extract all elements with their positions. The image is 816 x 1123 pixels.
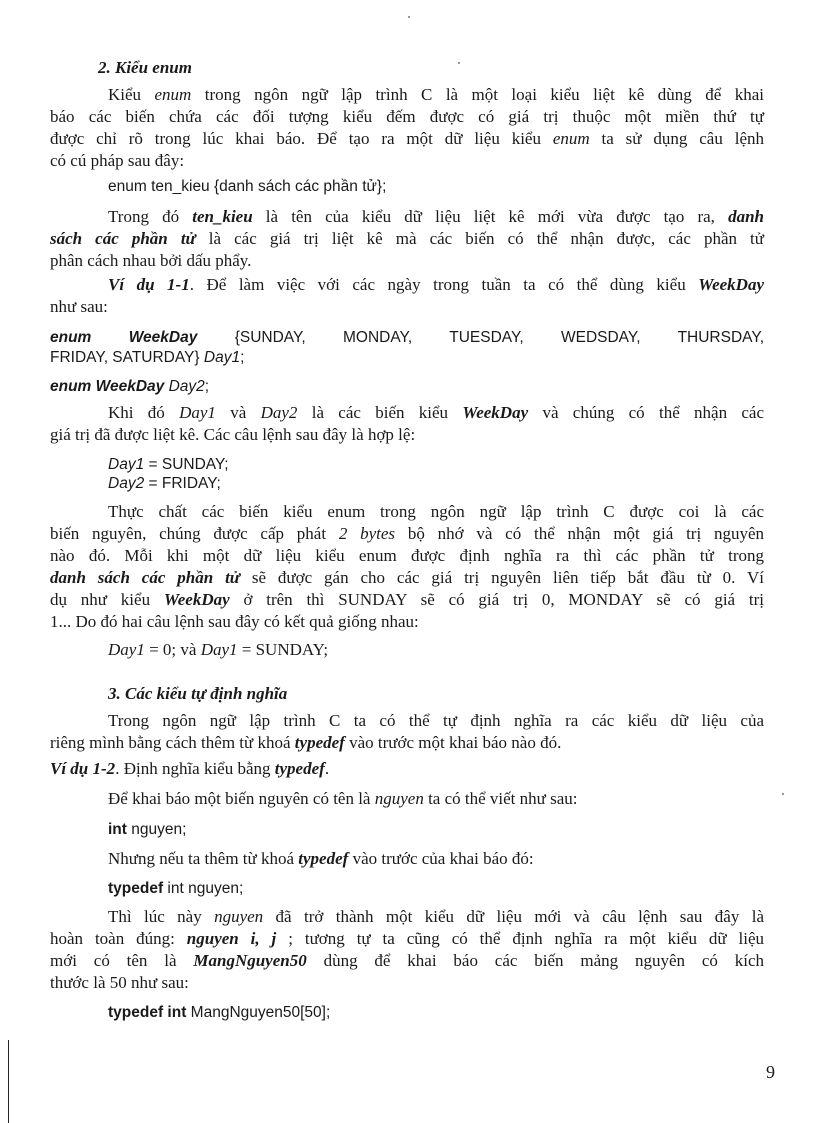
paragraph-line: Để khai báo một biến nguyên có tên là nguyen ta có thể viết như sau: — [108, 789, 578, 808]
scan-speck — [458, 62, 460, 64]
paragraph-line: riêng mình bằng cách thêm từ khoá typedef vào trước một khai báo nào đó. — [50, 733, 562, 752]
paragraph-line: dụ như kiểu WeekDay ở trên thì SUNDAY sẽ có giá trị 0, MONDAY sẽ có giá trị — [50, 590, 764, 609]
page-number: 9 — [766, 1062, 775, 1082]
code-line: enum WeekDay Day2; — [50, 378, 210, 395]
paragraph-line: như sau: — [50, 297, 108, 316]
paragraph-line: Khi đó Day1 và Day2 là các biến kiểu WeekDay và chúng có thể nhận các — [108, 403, 765, 422]
paragraph-line: danh sách các phần tử sẽ được gán cho các giá trị nguyên liên tiếp bắt đầu từ 0. Ví — [50, 568, 764, 587]
paragraph-line: phân cách nhau bởi dấu phẩy. — [50, 251, 252, 270]
paragraph-line: Trong ngôn ngữ lập trình C ta có thể tự định nghĩa ra các kiểu dữ liệu của — [108, 711, 764, 730]
code-line: Day2 = FRIDAY; — [108, 475, 221, 492]
equivalent-statements: Day1 = 0; và Day1 = SUNDAY; — [108, 640, 329, 659]
paragraph-line: được chỉ rõ trong lúc khai báo. Để tạo ra một dữ liệu kiểu enum ta sử dụng câu lệnh — [50, 129, 764, 148]
paragraph-line: thước là 50 như sau: — [50, 973, 189, 992]
code-typedef-nguyen: typedef int nguyen; — [108, 880, 244, 897]
scan-edge-line — [8, 1040, 9, 1123]
scan-speck — [782, 793, 784, 795]
section-heading-typedef: 3. Các kiểu tự định nghĩa — [108, 684, 288, 703]
code-line: Day1 = SUNDAY; — [108, 456, 229, 473]
paragraph-line: mới có tên là MangNguyen50 dùng để khai báo các biến mảng nguyên có kích — [50, 951, 764, 970]
paragraph-line: giá trị đã được liệt kê. Các câu lệnh sau đây là hợp lệ: — [50, 425, 416, 444]
paragraph-line: Thì lúc này nguyen đã trở thành một kiểu dữ liệu mới và câu lệnh sau đây là — [108, 907, 764, 926]
paragraph-line: Trong đó ten_kieu là tên của kiểu dữ liệu liệt kê mới vừa được tạo ra, danh — [108, 207, 764, 226]
paragraph-line: báo các biến chứa các đối tượng kiểu đếm được có giá trị thuộc một miền thứ tự — [50, 107, 764, 126]
example-1-1: Ví dụ 1-1. Để làm việc với các ngày trong tuần ta có thể dùng kiểu WeekDay — [108, 275, 764, 294]
code-typedef-array: typedef int MangNguyen50[50]; — [108, 1004, 331, 1021]
paragraph-line: hoàn toàn đúng: nguyen i, j ; tương tự ta cũng có thể định nghĩa ra một kiểu dữ liệu — [50, 929, 764, 948]
code-enum-weekday: enum WeekDay {SUNDAY, MONDAY, TUESDAY, WEDSDAY, THURSDAY, — [50, 329, 764, 346]
paragraph-line: Kiểu enum trong ngôn ngữ lập trình C là một loại kiểu liệt kê dùng để khai — [108, 85, 764, 104]
code-int-nguyen: int nguyen; — [108, 821, 187, 838]
example-1-2: Ví dụ 1-2. Định nghĩa kiểu bằng typedef. — [50, 759, 330, 778]
code-line: FRIDAY, SATURDAY} Day1; — [50, 349, 245, 366]
paragraph-line: Nhưng nếu ta thêm từ khoá typedef vào trước của khai báo đó: — [108, 849, 534, 868]
paragraph-line: sách các phần tử là các giá trị liệt kê mà các biến có thể nhận được, các phần tử — [50, 229, 764, 248]
paragraph-line: có cú pháp sau đây: — [50, 151, 185, 170]
section-heading-enum: 2. Kiểu enum — [98, 58, 192, 77]
enum-syntax: enum ten_kieu {danh sách các phần tử}; — [108, 178, 387, 195]
paragraph-line: 1... Do đó hai câu lệnh sau đây có kết quả giống nhau: — [50, 612, 419, 631]
scan-speck — [408, 16, 410, 18]
paragraph-line: nào đó. Mỗi khi một dữ liệu kiểu enum được định nghĩa ra thì các phần tử trong — [50, 546, 764, 565]
paragraph-line: biến nguyên, chúng được cấp phát 2 bytes bộ nhớ và có thể nhận một giá trị nguyên — [50, 524, 765, 543]
paragraph-line: Thực chất các biến kiểu enum trong ngôn ngữ lập trình C được coi là các — [108, 502, 764, 521]
